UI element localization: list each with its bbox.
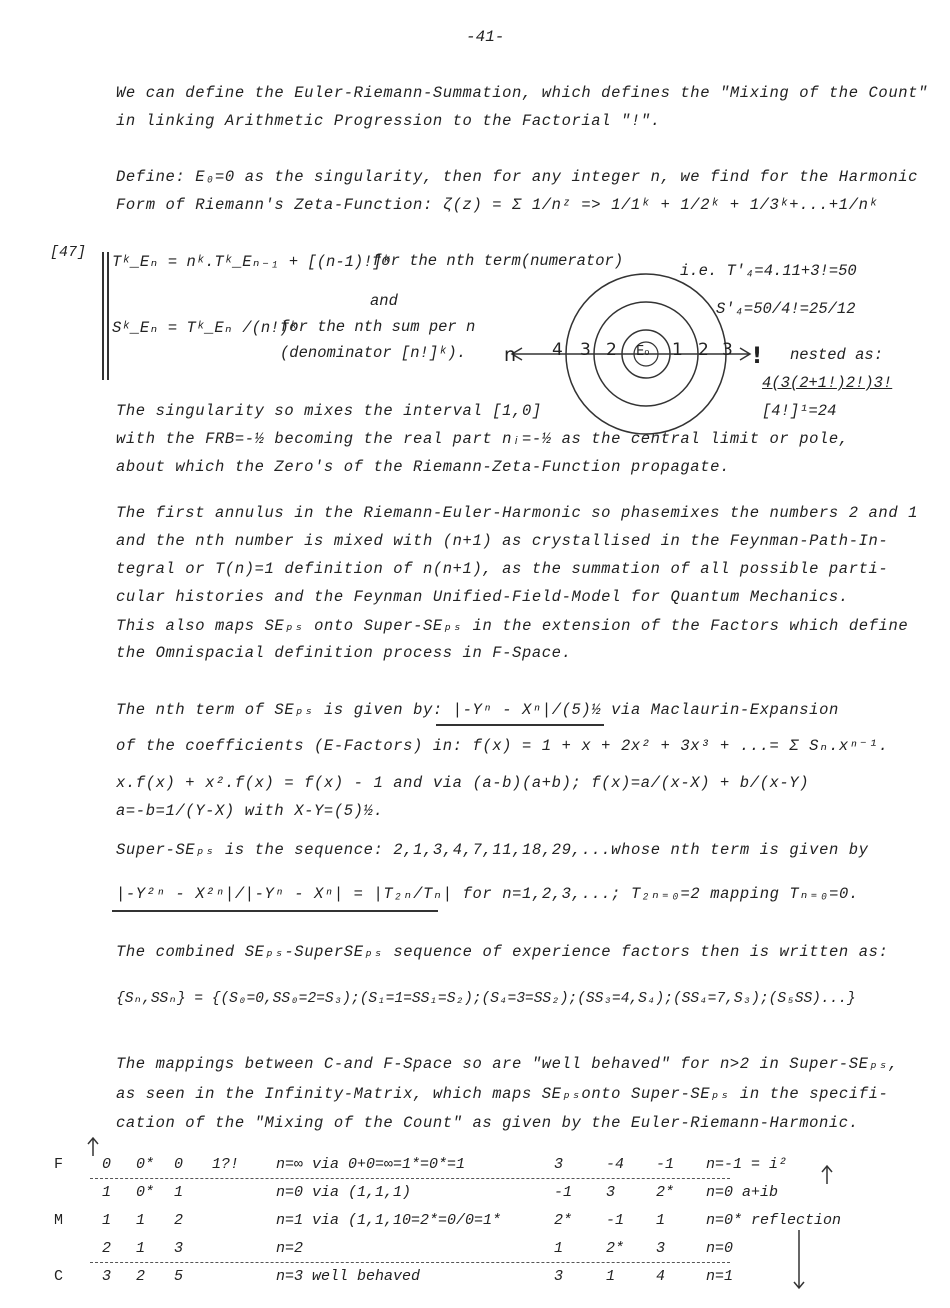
matrix-cell: 1 xyxy=(102,1211,112,1229)
intro-line-1: We can define the Euler-Riemann-Summation, which defines the "Mixing of the Count" xyxy=(116,84,928,102)
matrix-cell: 0 xyxy=(102,1155,112,1173)
matrix-cell: 5 xyxy=(174,1267,184,1285)
matrix-cell: 2 xyxy=(136,1267,146,1285)
diagram-factorial: ! xyxy=(752,344,763,369)
diagram-right-3: 3 xyxy=(722,340,733,360)
matrix-divider-top xyxy=(90,1178,730,1179)
diagram-left-2: 2 xyxy=(606,340,617,360)
matrix-row xyxy=(50,1178,880,1206)
matrix-cell: n=0* reflection xyxy=(706,1211,842,1229)
matrix-cell: -1 xyxy=(656,1155,675,1173)
matrix-row xyxy=(50,1150,880,1178)
define-line-2: Form of Riemann's Zeta-Function: ζ(z) = Σ 1/nᶻ => 1/1ᵏ + 1/2ᵏ + 1/3ᵏ+...+1/nᵏ xyxy=(116,196,879,214)
annulus-line-5: This also maps SEₚₛ onto Super-SEₚₛ in the extension of the Factors which define xyxy=(116,617,909,635)
matrix-cell: 0* xyxy=(136,1155,155,1173)
matrix-cell: n=0 a+ib xyxy=(706,1183,779,1201)
matrix-row xyxy=(50,1262,880,1290)
matrix-cell: -4 xyxy=(606,1155,625,1173)
matrix-cell: 3 xyxy=(174,1239,184,1257)
eq-term: Tᵏ_Eₙ = nᵏ.Tᵏ_Eₙ₋₁ + [(n-1)!]ᵏ xyxy=(112,253,392,271)
matrix-cell: n=1 xyxy=(706,1267,734,1285)
matrix-cell: 1 xyxy=(102,1183,112,1201)
matrix-cell: 1 xyxy=(136,1211,146,1229)
intro-line-2: in linking Arithmetic Progression to the Factorial "!". xyxy=(116,112,661,130)
matrix-cell: -1 xyxy=(606,1211,625,1229)
eq-term-note: for the nth term(numerator) xyxy=(372,252,624,270)
eq-sum-note: for the nth sum per n xyxy=(280,318,476,336)
matrix-cell xyxy=(208,1206,272,1234)
matrix-row-label xyxy=(50,1178,98,1206)
mappings-line-3: cation of the "Mixing of the Count" as given by the Euler-Riemann-Harmonic. xyxy=(116,1114,859,1132)
matrix-cell: 3 xyxy=(606,1183,616,1201)
matrix-cell: 1?! xyxy=(212,1155,240,1173)
matrix-cell: 1 xyxy=(136,1239,146,1257)
matrix-row-label: F xyxy=(54,1155,64,1173)
example-term: i.e. T'₄=4.11+3!=50 xyxy=(680,262,857,280)
diagram-left-3: 3 xyxy=(580,340,591,360)
matrix-cell: 3 xyxy=(554,1267,564,1285)
super-line-2: |-Y²ⁿ - X²ⁿ|/|-Yⁿ - Xⁿ| = |T₂ₙ/Tₙ| for n=1,2,3,...; T₂ₙ₌₀=2 mapping Tₙ₌₀=0. xyxy=(116,885,859,903)
combined-line-2: {Sₙ,SSₙ} = {(S₀=0,SS₀=2=S₃);(S₁=1=SS₁=S₂);(S₄=3=SS₂);(SS₃=4,S₄);(SS₄=7,S₃);(S₅SS)...} xyxy=(116,991,856,1007)
nested-label: nested as: xyxy=(790,346,884,364)
matrix-cell: 1 xyxy=(656,1211,666,1229)
matrix-cell: 3 xyxy=(102,1267,112,1285)
matrix-cell: 0* xyxy=(136,1183,155,1201)
annulus-line-3: tegral or T(n)=1 definition of n(n+1), as the summation of all possible parti- xyxy=(116,560,889,578)
nth-line-1: The nth term of SEₚₛ is given by: |-Yⁿ - Xⁿ|/(5)½ via Maclaurin-Expansion xyxy=(116,701,839,719)
matrix-cell: n=3 well behaved xyxy=(276,1267,421,1285)
diagram-n-label: n xyxy=(504,344,517,366)
matrix-cell: 2* xyxy=(656,1183,675,1201)
infinity-matrix xyxy=(50,1150,880,1290)
combined-line-1: The combined SEₚₛ-SuperSEₚₛ sequence of experience factors then is written as: xyxy=(116,943,889,961)
super-line-1: Super-SEₚₛ is the sequence: 2,1,3,4,7,11,18,29,...whose nth term is given by xyxy=(116,841,869,859)
matrix-row xyxy=(50,1206,880,1234)
equation-bracket xyxy=(102,252,109,380)
define-line-1: Define: E₀=0 as the singularity, then for any integer n, we find for the Harmonic xyxy=(116,168,919,186)
matrix-cell: -1 xyxy=(554,1183,573,1201)
matrix-cell: n=1 via (1,1,10=2*=0/0=1* xyxy=(276,1211,502,1229)
eq-denominator-note: (denominator [n!]ᵏ). xyxy=(280,344,467,362)
nth-line-2: of the coefficients (E-Factors) in: f(x) = 1 + x + 2x² + 3x³ + ...= Σ Sₙ.xⁿ⁻¹. xyxy=(116,737,889,755)
matrix-cell xyxy=(208,1234,272,1262)
annulus-line-1: The first annulus in the Riemann-Euler-Harmonic so phasemixes the numbers 2 and 1 xyxy=(116,504,919,522)
matrix-cell xyxy=(208,1178,272,1206)
matrix-cell: n=∞ via 0+0=∞=1*=0*=1 xyxy=(276,1155,466,1173)
singularity-line-1: The singularity so mixes the interval [1,0] xyxy=(116,402,542,420)
super-underline xyxy=(112,910,438,912)
matrix-cell: 2 xyxy=(174,1211,184,1229)
matrix-row-label: M xyxy=(54,1211,64,1229)
annulus-line-2: and the nth number is mixed with (n+1) as crystallised in the Feynman-Path-In- xyxy=(116,532,889,550)
diagram-right-2: 2 xyxy=(698,340,709,360)
matrix-cell: 3 xyxy=(656,1239,666,1257)
matrix-cell: 2* xyxy=(606,1239,625,1257)
annulus-line-6: the Omnispacial definition process in F-Space. xyxy=(116,644,572,662)
page-number: -41- xyxy=(466,28,505,46)
eq-and: and xyxy=(370,292,398,310)
matrix-cell: n=2 xyxy=(276,1239,304,1257)
matrix-cell: n=0 via (1,1,1) xyxy=(276,1183,412,1201)
underline-rule xyxy=(436,724,604,726)
matrix-divider-bottom xyxy=(90,1262,730,1263)
equation-tag: [47] xyxy=(50,244,87,261)
matrix-cell: n=0 xyxy=(706,1239,734,1257)
mappings-line-1: The mappings between C-and F-Space so are "well behaved" for n>2 in Super-SEₚₛ, xyxy=(116,1055,899,1073)
eq-sum: Sᵏ_Eₙ = Tᵏ_Eₙ /(n!)ᵏ xyxy=(112,319,299,337)
matrix-cell xyxy=(208,1262,272,1290)
diagram-center: E₀ xyxy=(636,344,650,359)
mappings-line-2: as seen in the Infinity-Matrix, which maps SEₚₛonto Super-SEₚₛ in the specifi- xyxy=(116,1085,889,1103)
example-sum: S'₄=50/4!=25/12 xyxy=(716,300,856,318)
matrix-cell: 3 xyxy=(554,1155,564,1173)
nth-line-3: x.f(x) + x².f(x) = f(x) - 1 and via (a-b)(a+b); f(x)=a/(x-X) + b/(x-Y) xyxy=(116,774,810,792)
matrix-cell: 4 xyxy=(656,1267,666,1285)
matrix-cell: n=-1 = i² xyxy=(706,1155,788,1173)
nth-line-4: a=-b=1/(Y-X) with X-Y=(5)½. xyxy=(116,802,384,820)
nested-value: [4!]¹=24 xyxy=(762,402,837,420)
singularity-line-2: with the FRB=-½ becoming the real part nᵢ=-½ as the central limit or pole, xyxy=(116,430,849,448)
diagram-left-4: 4 xyxy=(552,340,563,360)
matrix-cell: 2* xyxy=(554,1211,573,1229)
matrix-cell: 1 xyxy=(554,1239,564,1257)
matrix-row-label xyxy=(50,1234,98,1262)
matrix-cell: 1 xyxy=(606,1267,616,1285)
singularity-line-3: about which the Zero's of the Riemann-Zeta-Function propagate. xyxy=(116,458,730,476)
diagram-right-1: 1 xyxy=(672,340,683,360)
matrix-cell: 2 xyxy=(102,1239,112,1257)
nested-expression: 4(3(2+1!)2!)3! xyxy=(762,374,893,392)
matrix-cell: 1 xyxy=(174,1183,184,1201)
matrix-row xyxy=(50,1234,880,1262)
matrix-row-label: C xyxy=(54,1267,64,1285)
annulus-line-4: cular histories and the Feynman Unified-Field-Model for Quantum Mechanics. xyxy=(116,588,849,606)
matrix-cell: 0 xyxy=(174,1155,184,1173)
